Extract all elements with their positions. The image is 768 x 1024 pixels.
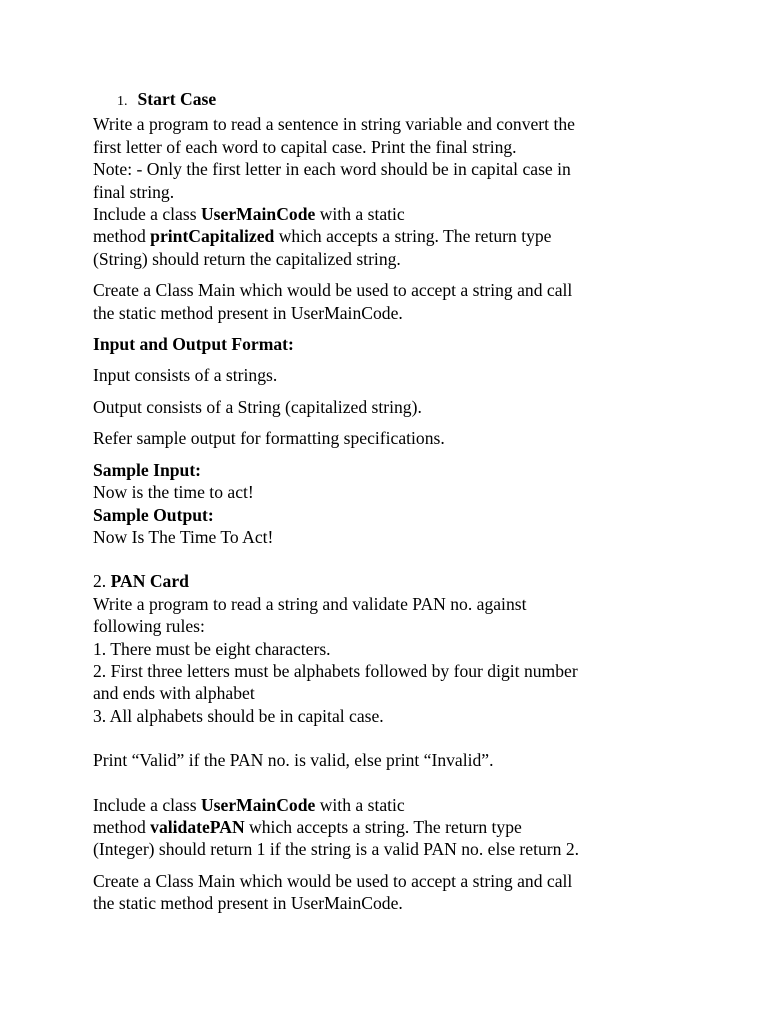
section1-output-desc: Output consists of a String (capitalized string). bbox=[93, 396, 422, 417]
section2-rule1: 1. There must be eight characters. bbox=[93, 638, 331, 659]
section2-include-line bbox=[93, 794, 733, 816]
section2-method-line bbox=[93, 816, 733, 838]
section2-create-line2: the static method present in UserMainCode. bbox=[93, 893, 403, 914]
section2-include-pre: Include a class bbox=[93, 794, 201, 815]
section2-method-name: validatePAN bbox=[150, 816, 245, 837]
section2-print-line: Print “Valid” if the PAN no. is valid, else print “Invalid”. bbox=[93, 750, 494, 771]
section1-note-line1: Note: - Only the first letter in each word should be in capital case in bbox=[93, 159, 571, 180]
section1-sample-input-label: Sample Input: bbox=[93, 459, 202, 480]
section1-class-name: UserMainCode bbox=[200, 204, 316, 225]
section1-desc-line1: Write a program to read a sentence in string variable and convert the bbox=[93, 114, 575, 135]
section1-method-name: printCapitalized bbox=[150, 226, 275, 247]
section1-desc-line2: first letter of each word to capital case. Print the final string. bbox=[93, 136, 517, 157]
section1-title: Start Case bbox=[137, 89, 217, 109]
section1-create-line2: the static method present in UserMainCode. bbox=[93, 302, 403, 323]
section1-method-post: which accepts a string. The return type bbox=[274, 226, 552, 247]
section1-return-line: (String) should return the capitalized string. bbox=[93, 248, 401, 269]
section1-include-pre: Include a class bbox=[93, 204, 201, 225]
section1-create-line1: Create a Class Main which would be used to accept a string and call bbox=[93, 280, 573, 301]
section2-desc-line1: Write a program to read a string and validate PAN no. against bbox=[93, 593, 527, 614]
section1-refer: Refer sample output for formatting specifications. bbox=[93, 428, 445, 449]
section2-rule2-line1: 2. First three letters must be alphabets followed by four digit number bbox=[93, 660, 578, 681]
section2-include-post: with a static bbox=[315, 794, 405, 815]
section2-method-post: which accepts a string. The return type bbox=[244, 816, 522, 837]
section1-input-desc: Input consists of a strings. bbox=[93, 365, 278, 386]
section2-method-pre: method bbox=[93, 816, 151, 837]
section2-desc-line2: following rules: bbox=[93, 616, 205, 637]
document-page bbox=[93, 88, 733, 915]
section1-sample-output-label: Sample Output: bbox=[93, 504, 214, 525]
section2-rule3: 3. All alphabets should be in capital case. bbox=[93, 705, 384, 726]
section2-class-name: UserMainCode bbox=[200, 794, 316, 815]
section1-include-post: with a static bbox=[315, 204, 405, 225]
section1-number: 1. bbox=[117, 94, 128, 109]
section1-heading bbox=[93, 88, 733, 113]
section2-heading bbox=[93, 570, 733, 592]
section1-method-line bbox=[93, 225, 733, 247]
section2-rule2-line2: and ends with alphabet bbox=[93, 683, 255, 704]
section2-return-line: (Integer) should return 1 if the string is a valid PAN no. else return 2. bbox=[93, 839, 580, 860]
section1-sample-output: Now Is The Time To Act! bbox=[93, 526, 274, 547]
section1-note-line2: final string. bbox=[93, 181, 175, 202]
section1-sample-input: Now is the time to act! bbox=[93, 482, 254, 503]
section2-title: PAN Card bbox=[110, 571, 189, 592]
section2-number: 2. bbox=[93, 571, 111, 592]
section1-include-line bbox=[93, 203, 733, 225]
section1-io-heading: Input and Output Format: bbox=[93, 334, 294, 355]
section1-method-pre: method bbox=[93, 226, 151, 247]
section2-create-line1: Create a Class Main which would be used to accept a string and call bbox=[93, 870, 573, 891]
